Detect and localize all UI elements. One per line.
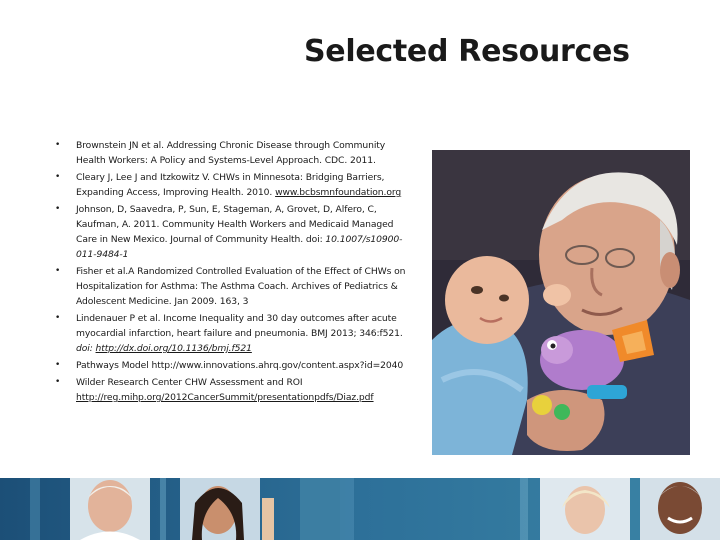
list-item [52, 375, 412, 405]
resource-text: Fisher et al.A Randomized Controlled Evaluation of the Effect of CHWs on Hospitalization for Asthma: The Asthma Coach. Archives of Pediatrics & Adolescent Medicine. Jan 2009. 163, 3 [76, 266, 406, 307]
resource-list [52, 138, 412, 407]
bullet-icon: • [55, 266, 61, 276]
resource-text: Wilder Research Center CHW Assessment and ROI [76, 377, 303, 388]
list-item [52, 264, 412, 309]
list-item [52, 170, 412, 200]
resource-text: Cleary J, Lee J and Itzkowitz V. CHWs in Minnesota: Bridging Barriers, Expanding Access, Improving Health. 2010. [76, 172, 385, 198]
bullet-icon: • [55, 172, 61, 182]
slide-title: Selected Resources [304, 34, 630, 69]
bullet-icon: • [55, 377, 61, 387]
resource-text: Lindenauer P et al. Income Inequality and 30 day outcomes after acute myocardial infarction, heart failure and pneumonia. BMJ 2013; 346:f521. [76, 313, 403, 339]
bullet-icon: • [55, 360, 61, 370]
resource-text: Brownstein JN et al. Addressing Chronic Disease through Community Health Workers: A Policy and Systems-Level Approach. CDC. 2011. [76, 140, 386, 166]
list-item [52, 202, 412, 262]
list-item [52, 358, 412, 373]
bottom-photo-strip [0, 478, 720, 540]
bullet-icon: • [55, 204, 61, 214]
grandfather-baby-photo [432, 150, 690, 455]
resource-link[interactable]: http://dx.doi.org/10.1136/bmj.f521 [95, 343, 252, 354]
resource-doi: 10.1007/s10900-011-9484-1 [76, 234, 403, 260]
resource-link[interactable]: http://reg.mihp.org/2012CancerSummit/presentationpdfs/Diaz.pdf [76, 392, 374, 403]
list-item [52, 311, 412, 356]
bullet-icon: • [55, 313, 61, 323]
photo-illustration [432, 150, 690, 455]
resource-text: Johnson, D, Saavedra, P, Sun, E, Stageman, A, Grovet, D, Alfero, C, Kaufman, A. 2011. Community Health Workers and Medicaid Managed Care in New Mexico. Journal of Community Health. doi: [76, 204, 394, 245]
bullet-icon: • [55, 140, 61, 150]
resource-link[interactable]: www.bcbsmnfoundation.org [275, 187, 402, 198]
strip-illustration [0, 478, 720, 540]
list-item [52, 138, 412, 168]
resource-text: Pathways Model http://www.innovations.ahrq.gov/content.aspx?id=2040 [76, 360, 404, 371]
resource-doi-label: doi: [76, 343, 93, 354]
